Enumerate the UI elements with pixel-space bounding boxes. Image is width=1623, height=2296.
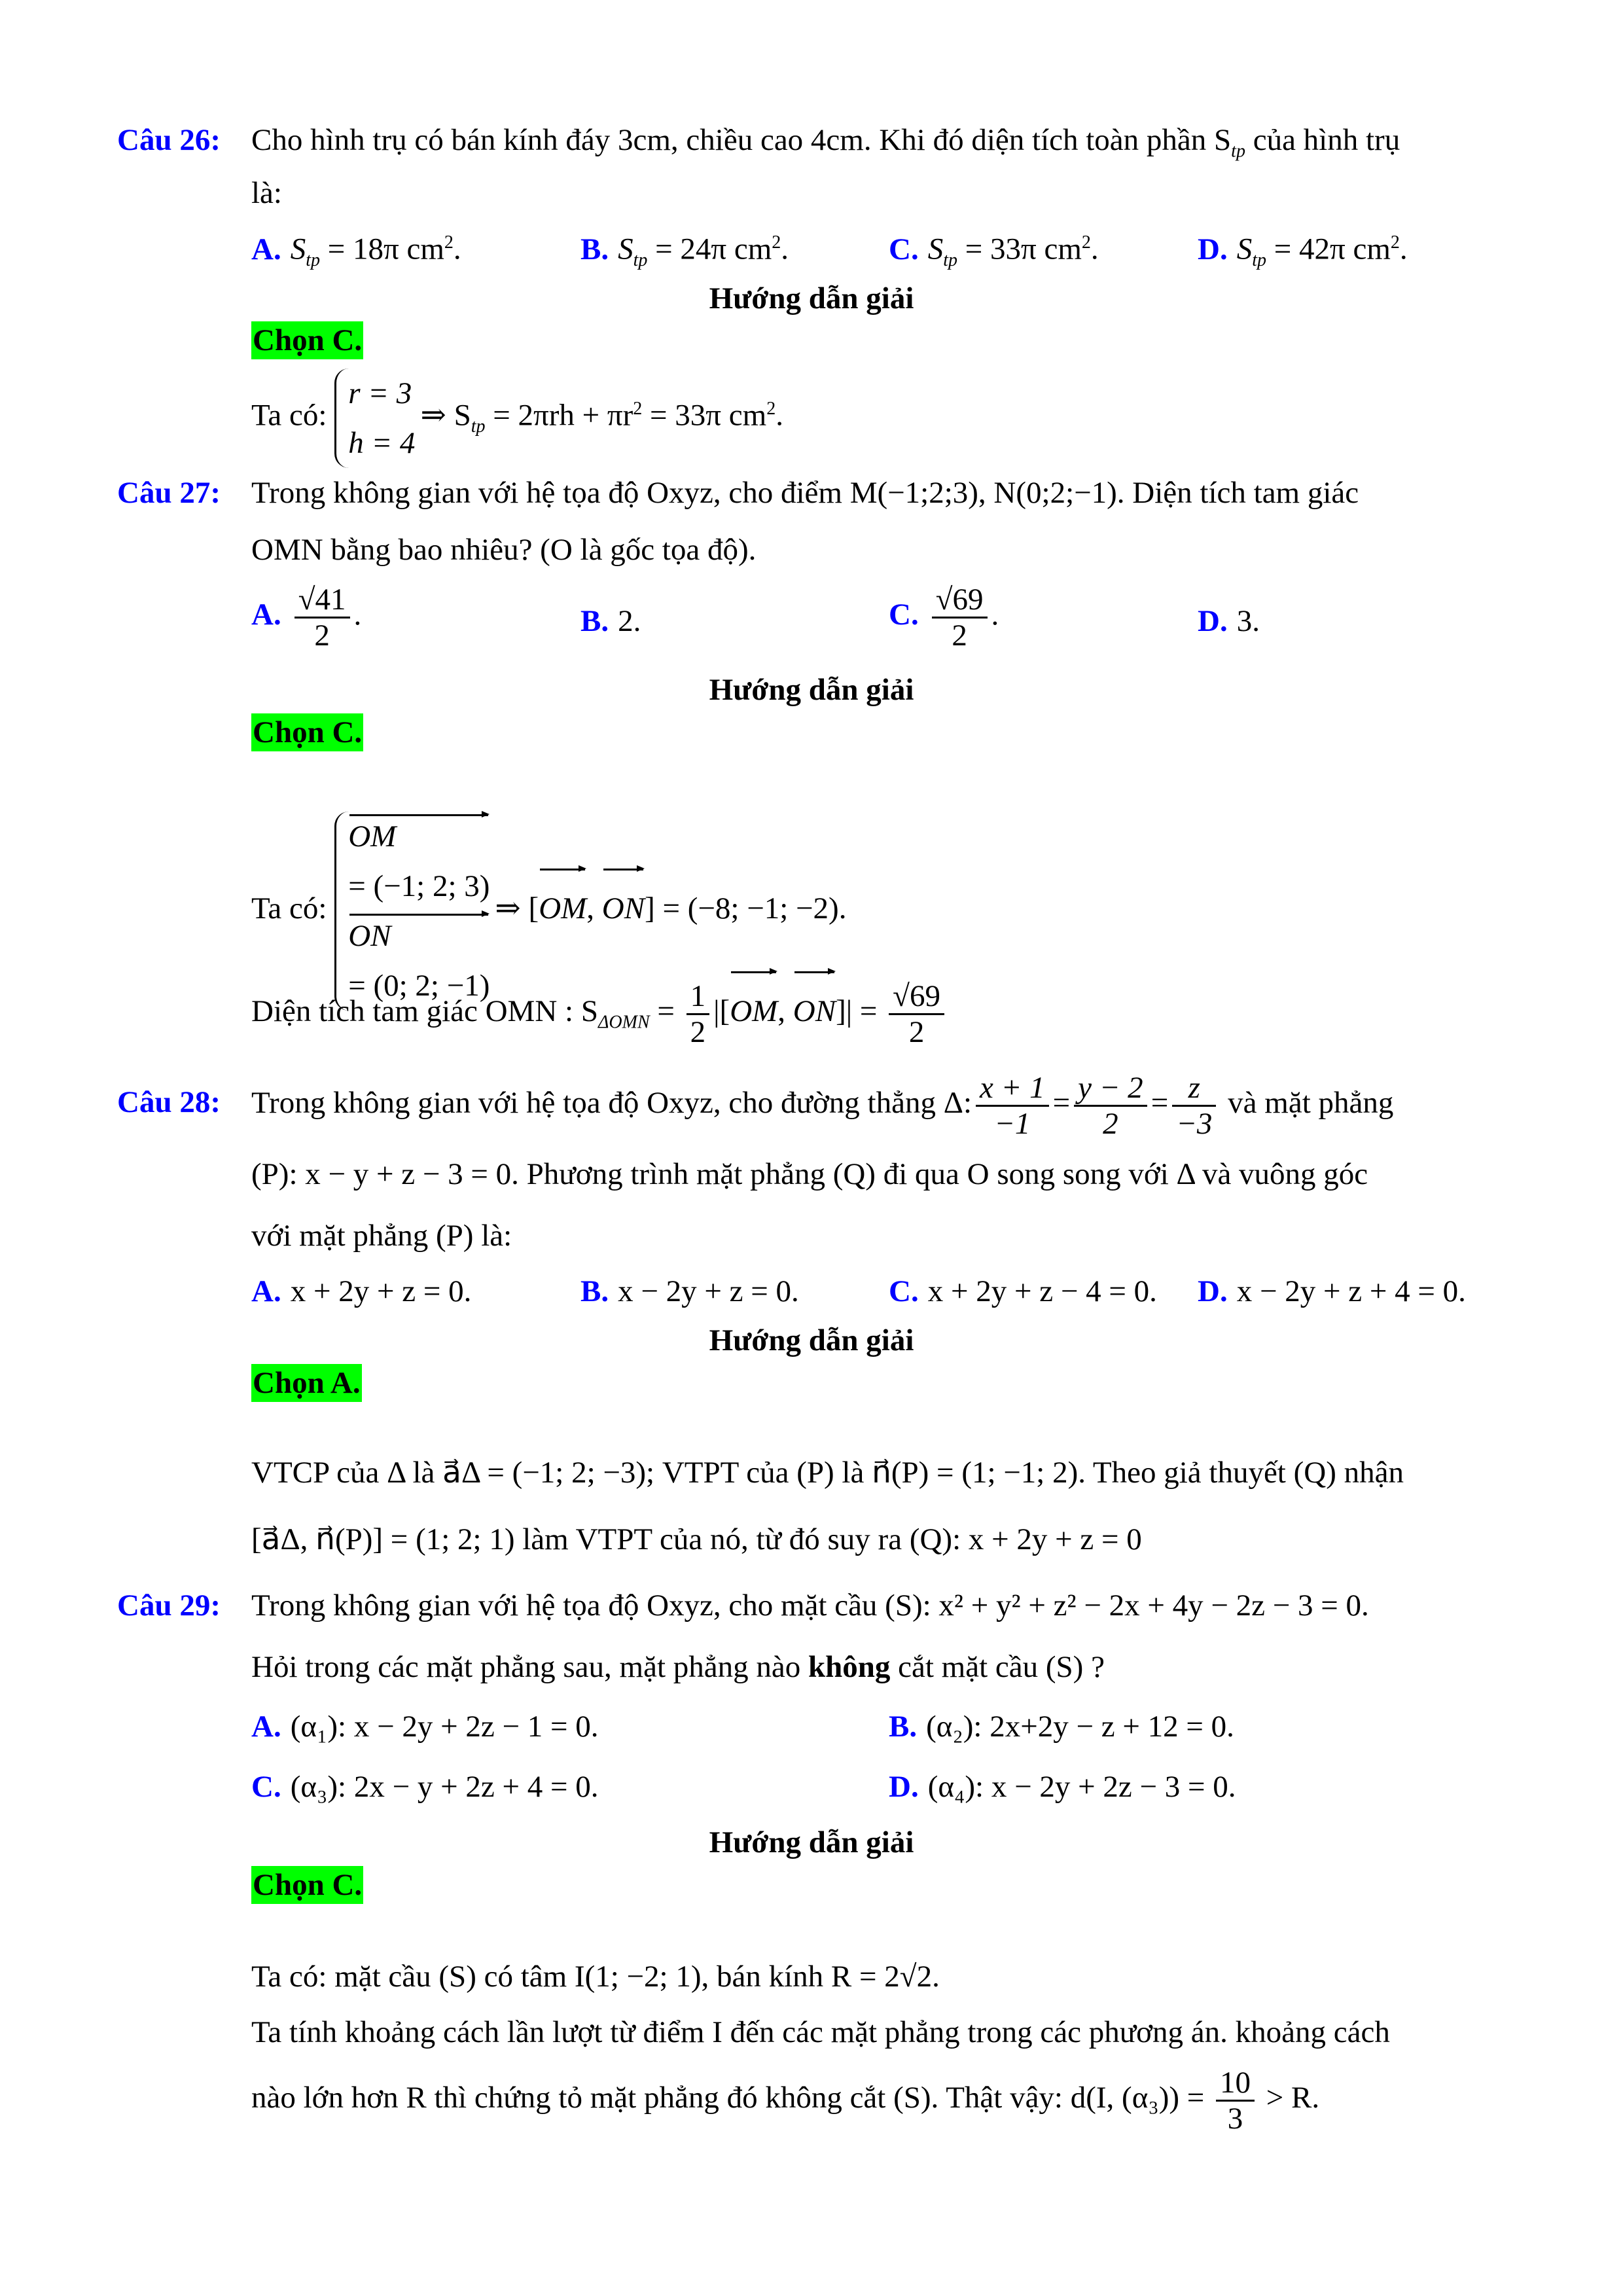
question-26-text-cont: là: [251,176,282,210]
solution-29-line3: nào lớn hơn R thì chứng tỏ mặt phẳng đó không cắt (S). Thật vậy: d(I, (α₃)) = $\frac{10}{3}$ > R. [251,2065,1320,2136]
solution-heading: Hướng dẫn giải [709,673,914,707]
option-b: B. 2. [580,604,641,638]
question-26-text: Cho hình trụ có bán kính đáy 3cm, chiều cao 4cm. Khi đó diện tích toàn phần $S_{tp}$ của hình trụ [251,123,1400,162]
option-c: C. $S_{tp} = 33\pi$ $cm^2$. [889,232,1099,271]
answer-badge: Chọn C. [251,321,363,359]
equation-system: r = 3 h = 4 [334,368,420,468]
option-c: C. (α₃): 2x − y + 2z + 4 = 0. [251,1770,599,1804]
solution-29-line1: Ta có: mặt cầu (S) có tâm I(1; −2; 1), bán kính R = 2√2. [251,1960,940,1994]
question-29-text: Trong không gian với hệ tọa độ Oxyz, cho mặt cầu (S): x² + y² + z² − 2x + 4y − 2z − 3 = 0. [251,1588,1369,1623]
solution-heading: Hướng dẫn giải [709,1825,914,1859]
question-28-text-cont2: với mặt phẳng (P) là: [251,1219,512,1253]
option-a: A. $\frac{√41}{2}$ . [251,583,362,653]
question-27-label: Câu 27: [117,476,221,510]
question-27-text-cont: OMN bằng bao nhiêu? (O là gốc tọa độ). [251,533,757,567]
option-d: D. (α₄): x − 2y + 2z − 3 = 0. [889,1770,1236,1804]
question-26-label: Câu 26: [117,123,221,157]
option-d: D. 3. [1198,604,1260,638]
option-d: D. $S_{tp} = 42\pi$ $cm^2$. [1198,232,1408,271]
question-28-text-cont: (P): x − y + z − 3 = 0. Phương trình mặt phẳng (Q) đi qua O song song với Δ và vuông góc [251,1157,1368,1191]
option-d: D. x − 2y + z + 4 = 0. [1198,1274,1466,1308]
question-27-text: Trong không gian với hệ tọa độ Oxyz, cho điểm M(−1;2;3), N(0;2;−1). Diện tích tam giác [251,476,1359,510]
option-b: B. $S_{tp} = 24\pi$ $cm^2$. [580,232,789,271]
answer-badge: Chọn C. [251,1866,363,1904]
solution-29-line2: Ta tính khoảng cách lần lượt từ điểm I đến các mặt phẳng trong các phương án. khoảng cách [251,2015,1390,2049]
question-29-label: Câu 29: [117,1588,221,1623]
question-29-text-cont: Hỏi trong các mặt phẳng sau, mặt phẳng nào không cắt mặt cầu (S) ? [251,1650,1105,1684]
solution-28-line1: VTCP của Δ là a⃗Δ = (−1; 2; −3); VTPT của (P) là n⃗(P) = (1; −1; 2). Theo giả thuyết (Q) nhận [251,1456,1404,1490]
option-a: A. x + 2y + z = 0. [251,1274,472,1308]
option-b: B. (α₂): 2x+2y − z + 12 = 0. [889,1710,1234,1744]
solution-28-line2: [a⃗Δ, n⃗(P)] = (1; 2; 1) làm VTPT của nó, từ đó suy ra (Q): x + 2y + z = 0 [251,1522,1142,1556]
answer-badge: Chọn A. [251,1364,362,1402]
solution-27: Ta có: OM = (−1; 2; 3) ON = (0; 2; −1) ⇒ [OM, ON] = (−8; −1; −2). [251,812,846,1011]
solution-heading: Hướng dẫn giải [709,1323,914,1357]
solution-26: Ta có: r = 3 h = 4 ⇒ $S_{tp} = 2\pi rh + \pi r^2 = 33\pi$ $cm^2$. [251,367,783,469]
option-a: A. (α₁): x − 2y + 2z − 1 = 0. [251,1710,599,1744]
option-a: A. $S_{tp} = 18\pi$ $cm^2$. [251,232,461,271]
option-b: B. x − 2y + z = 0. [580,1274,799,1308]
option-c: C. $\frac{√69}{2}$ . [889,583,999,653]
question-28-label: Câu 28: [117,1085,221,1119]
question-28-text: Trong không gian với hệ tọa độ Oxyz, cho đường thẳng Δ: $\frac{x + 1}{-1}$ = $\frac{y - 2}{2}$ = $\frac{z}{-3}$ và mặt phẳng [251,1070,1394,1141]
solution-heading: Hướng dẫn giải [709,281,914,315]
answer-badge: Chọn C. [251,713,363,751]
option-c: C. x + 2y + z − 4 = 0. [889,1274,1157,1308]
area-formula: Diện tích tam giác OMN : $S_{\Delta OMN}$ = $\frac{1}{2}$ |[OM, ON]| = $\frac{√69}{2}$ [251,969,948,1065]
